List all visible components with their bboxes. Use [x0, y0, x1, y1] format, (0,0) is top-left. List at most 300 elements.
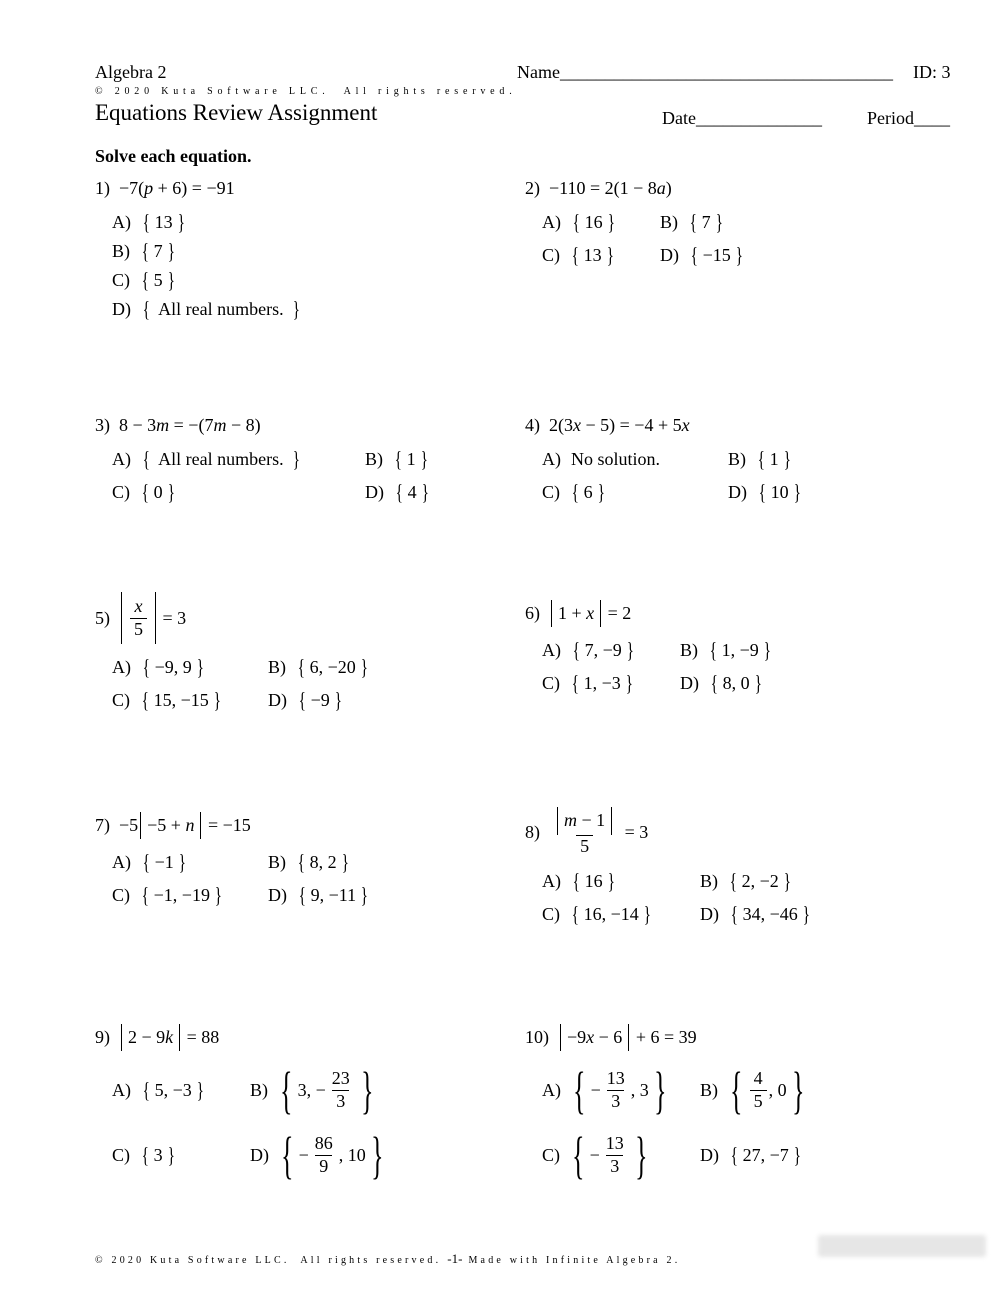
set-braces-group — [728, 868, 792, 894]
close-brace-icon: } — [167, 1142, 175, 1168]
choice-answer — [141, 296, 302, 322]
choice-label: C) — [112, 270, 130, 290]
equation-math — [549, 806, 648, 858]
fraction-denominator — [576, 835, 593, 858]
problem-number: 7) — [95, 815, 110, 835]
problem-8 — [525, 806, 811, 928]
open-brace-icon: { — [142, 849, 150, 875]
math-text: 27, −7 — [742, 1145, 789, 1165]
close-brace-icon: } — [167, 479, 175, 505]
choice — [112, 1077, 205, 1104]
instructions: Solve each equation. — [95, 146, 252, 166]
open-brace-icon: { — [141, 882, 149, 908]
set-braces-group — [729, 901, 811, 927]
set-braces-group — [140, 267, 176, 293]
choice-answer — [570, 242, 615, 268]
fraction-denominator — [315, 1155, 332, 1178]
set-braces-group — [570, 901, 652, 927]
close-brace-icon: } — [177, 209, 185, 235]
math-variable: m — [564, 810, 577, 830]
math-text: = 3 — [620, 821, 649, 842]
set-contents — [151, 690, 212, 711]
math-text: −9 — [310, 690, 330, 711]
equation-math — [549, 415, 690, 436]
set-braces-group — [393, 446, 429, 472]
set-braces-group — [141, 1077, 205, 1103]
math-variable: x — [586, 603, 595, 623]
set-braces-group — [140, 479, 176, 505]
math-text: 8 − 3 — [119, 415, 157, 435]
math-variable: x — [586, 1027, 595, 1047]
math-text: = 3 — [158, 607, 187, 628]
open-brace-icon: { — [758, 479, 766, 505]
choice-label: C) — [112, 482, 130, 502]
set-contents — [588, 1067, 652, 1113]
choice-label: B) — [268, 852, 286, 872]
choice-label: A) — [112, 657, 131, 678]
fraction — [750, 1068, 767, 1112]
set-braces-group — [141, 849, 187, 875]
set-contents — [740, 1145, 792, 1166]
equation-row — [525, 600, 772, 627]
open-brace-icon: { — [141, 1142, 149, 1168]
math-text: 5 — [153, 270, 163, 290]
math-text: 23 — [331, 1068, 350, 1089]
fraction-numerator — [328, 1068, 354, 1090]
date-blank-line: ______________ — [695, 108, 822, 128]
close-brace-icon: } — [213, 687, 221, 713]
set-contents — [151, 241, 166, 262]
set-braces-group — [571, 209, 616, 235]
math-variable: m — [213, 415, 227, 435]
close-brace-icon: } — [783, 868, 791, 894]
open-brace-icon: { — [395, 479, 403, 505]
set-contents — [745, 1067, 790, 1113]
made-with-note: Made with Infinite Algebra 2. — [468, 1255, 681, 1266]
choice-label: A) — [542, 1080, 561, 1100]
math-text: 4 — [753, 1068, 763, 1089]
problem-10 — [525, 1024, 806, 1185]
math-variable: k — [165, 1027, 174, 1047]
math-text: −5 + — [147, 815, 186, 835]
choices-grid — [542, 1061, 806, 1185]
math-text: 3 — [153, 1145, 163, 1165]
open-brace-icon: { — [141, 238, 149, 264]
close-brace-icon: } — [625, 670, 633, 696]
math-text: − 1 — [577, 810, 606, 830]
choice-label: B) — [112, 241, 130, 261]
set-contents — [152, 657, 195, 678]
choice-answer — [570, 479, 606, 505]
close-brace-icon: } — [334, 687, 342, 713]
choice-label: A) — [542, 871, 561, 892]
math-text: = −(7 — [169, 415, 214, 435]
math-text: 7 — [701, 212, 711, 232]
fraction-denominator — [332, 1090, 349, 1113]
set-braces-group — [141, 654, 205, 680]
choice — [660, 242, 744, 269]
choice — [112, 446, 302, 473]
problem-number: 8) — [525, 821, 540, 842]
fraction-numerator — [602, 1133, 628, 1155]
close-brace-icon: } — [793, 1142, 801, 1168]
math-text: 3, − — [297, 1080, 326, 1100]
problem-number: 2) — [525, 178, 540, 198]
choices-grid — [112, 209, 302, 323]
fraction — [602, 1133, 628, 1177]
open-brace-icon: { — [298, 687, 306, 713]
math-text: 1 — [406, 449, 416, 469]
set-braces-group — [728, 1061, 806, 1120]
choice-answer — [571, 868, 616, 894]
set-contents — [739, 871, 782, 892]
math-text: 13 — [583, 245, 602, 265]
math-text: 34, −46 — [742, 904, 798, 925]
choice — [268, 882, 370, 909]
set-contents — [768, 482, 792, 503]
set-contents — [767, 449, 782, 470]
math-text: 8, 0 — [722, 673, 750, 693]
choice-label: C) — [542, 1145, 560, 1165]
problem-7 — [95, 812, 370, 909]
math-text: − — [298, 1145, 309, 1165]
set-braces-group — [296, 849, 350, 875]
set-braces-group — [140, 687, 222, 713]
open-brace-icon: { — [730, 1061, 743, 1120]
set-contents — [700, 245, 734, 266]
set-contents — [582, 640, 625, 661]
math-text: , 10 — [338, 1145, 366, 1165]
choice-answer — [141, 849, 187, 875]
problem-5 — [95, 592, 369, 714]
math-text: ) — [665, 178, 672, 198]
choice-answer — [708, 637, 772, 663]
math-text: −1, −19 — [153, 885, 210, 905]
set-braces-group — [570, 670, 634, 696]
math-text: 16 — [584, 871, 603, 892]
fraction-numerator — [750, 1068, 767, 1090]
open-brace-icon: { — [690, 242, 698, 268]
set-braces-group — [570, 479, 606, 505]
fraction — [603, 1068, 629, 1112]
close-brace-icon: } — [606, 242, 614, 268]
math-text: −7( — [119, 178, 145, 198]
period-field — [867, 108, 950, 129]
close-brace-icon: } — [196, 654, 204, 680]
choice — [268, 687, 343, 714]
absolute-value-group — [551, 600, 601, 627]
choices-grid — [542, 637, 772, 697]
equation-row — [95, 592, 369, 644]
choice-label: B) — [680, 640, 698, 660]
name-field — [517, 62, 893, 83]
math-text: 1 + — [558, 603, 587, 623]
absolute-value-group — [560, 1024, 629, 1051]
open-brace-icon: { — [394, 446, 402, 472]
absolute-value-group — [557, 807, 612, 835]
choice-label: D) — [268, 690, 287, 711]
math-variable: n — [185, 815, 195, 835]
math-variable: p — [144, 178, 154, 198]
choice-answer — [756, 446, 792, 472]
equation-row — [525, 415, 802, 436]
close-brace-icon: } — [341, 849, 349, 875]
open-brace-icon: { — [571, 479, 579, 505]
close-brace-icon: } — [292, 296, 301, 322]
set-contents — [152, 299, 291, 320]
close-brace-icon: } — [783, 446, 791, 472]
choice-answer — [141, 209, 186, 235]
choice — [542, 868, 616, 895]
open-brace-icon: { — [730, 901, 738, 927]
close-brace-icon: } — [360, 1061, 374, 1120]
math-variable: x — [134, 596, 143, 616]
close-brace-icon: } — [607, 868, 615, 894]
date-field — [662, 108, 822, 129]
math-text: 5, −3 — [154, 1080, 192, 1100]
choice — [700, 1142, 802, 1169]
name-blank-line: _____________________________________ — [559, 62, 893, 82]
math-text: 5 — [580, 835, 590, 856]
math-text: 15, −15 — [153, 690, 209, 711]
choice-label: B) — [250, 1080, 268, 1100]
math-text: 4 — [407, 482, 417, 502]
close-brace-icon: } — [735, 242, 743, 268]
set-contents — [152, 449, 291, 470]
math-text: −5 — [119, 815, 139, 835]
period-blank-line: ____ — [914, 108, 950, 128]
math-text: , 0 — [768, 1080, 787, 1100]
problem-number: 10) — [525, 1027, 549, 1047]
choice — [700, 1061, 806, 1120]
set-braces-group — [141, 446, 302, 472]
choice-label: D) — [112, 299, 131, 319]
close-brace-icon: } — [626, 637, 634, 663]
choice — [542, 1061, 668, 1120]
math-text: 8, 2 — [309, 852, 337, 872]
open-brace-icon: { — [709, 637, 717, 663]
choice-answer — [571, 637, 635, 663]
math-variable: a — [656, 178, 666, 198]
fraction — [551, 807, 618, 857]
set-braces-group — [570, 1126, 649, 1185]
close-brace-icon: } — [791, 1061, 805, 1120]
fraction-numerator — [131, 596, 147, 618]
close-brace-icon: } — [178, 849, 186, 875]
equation-math — [119, 1024, 219, 1051]
set-contents — [404, 449, 419, 470]
equation-math — [119, 415, 261, 436]
math-text: 9 — [319, 1156, 329, 1176]
math-text: 9, −11 — [310, 885, 357, 905]
fraction-denominator — [130, 618, 147, 641]
math-variable: m — [156, 415, 170, 435]
problem-number: 6) — [525, 603, 540, 623]
set-contents — [152, 852, 177, 873]
math-text: −9, 9 — [154, 657, 192, 678]
set-braces-group — [757, 479, 802, 505]
choice — [112, 296, 302, 323]
choice-label: A) — [112, 852, 131, 872]
choice-answer — [140, 1142, 176, 1168]
set-contents — [152, 212, 176, 233]
choice-answer — [688, 209, 724, 235]
set-braces-group — [571, 868, 616, 894]
choice — [112, 238, 176, 265]
open-brace-icon: { — [142, 654, 150, 680]
choice-label: B) — [728, 449, 746, 469]
choice-answer — [729, 901, 811, 927]
choice — [680, 637, 772, 664]
choice-answer — [278, 1061, 375, 1120]
set-contents — [582, 871, 606, 892]
page-footer — [95, 1251, 680, 1267]
fraction-numerator — [551, 807, 618, 835]
set-contents — [405, 482, 420, 503]
choice — [542, 901, 652, 928]
math-text: = −15 — [203, 815, 251, 835]
set-braces-group — [297, 882, 370, 908]
choice-label: A) — [542, 449, 561, 469]
choice-label: D) — [700, 904, 719, 925]
copyright-bottom: © 2020 Kuta Software LLC. All rights reserved. — [95, 1255, 442, 1266]
set-braces-group — [394, 479, 430, 505]
close-brace-icon: } — [793, 479, 801, 505]
choice-label: C) — [542, 673, 560, 693]
math-text: −9 — [567, 1027, 587, 1047]
choices-grid — [112, 446, 430, 506]
math-text: 2(3 — [549, 415, 573, 435]
open-brace-icon: { — [141, 267, 149, 293]
open-brace-icon: { — [730, 1142, 738, 1168]
open-brace-icon: { — [572, 1126, 585, 1185]
choice — [268, 849, 350, 876]
open-brace-icon: { — [297, 849, 305, 875]
equation-row — [525, 178, 744, 199]
open-brace-icon: { — [142, 446, 150, 472]
math-text: 2 − 9 — [128, 1027, 166, 1047]
close-brace-icon: } — [597, 479, 605, 505]
set-braces-group — [296, 654, 369, 680]
math-text: − — [590, 1080, 601, 1100]
choice — [680, 670, 763, 697]
set-contents — [151, 885, 213, 906]
open-brace-icon: { — [572, 637, 580, 663]
choice-label: D) — [268, 885, 287, 905]
choice-answer — [140, 267, 176, 293]
choice — [542, 446, 660, 473]
choice-answer — [140, 882, 224, 908]
set-contents — [151, 1145, 166, 1166]
set-braces-group — [141, 209, 186, 235]
open-brace-icon: { — [141, 479, 149, 505]
choice-answer — [757, 479, 802, 505]
close-brace-icon: } — [370, 1126, 384, 1185]
set-contents — [295, 1067, 359, 1113]
choice-label: A) — [112, 1080, 131, 1100]
fraction-denominator — [606, 1155, 623, 1178]
set-contents — [699, 212, 714, 233]
math-text: −15 — [702, 245, 731, 265]
math-text: −1 — [154, 852, 174, 872]
choice — [728, 479, 802, 506]
equation-math — [119, 178, 235, 199]
choice-answer — [393, 446, 429, 472]
open-brace-icon: { — [142, 296, 150, 322]
set-braces-group — [297, 687, 343, 713]
math-text: − — [589, 1145, 600, 1165]
open-brace-icon: { — [298, 882, 306, 908]
problem-number: 5) — [95, 607, 110, 628]
choice-label: C) — [542, 904, 560, 925]
choice-label: B) — [660, 212, 678, 232]
worksheet-title: Equations Review Assignment — [95, 100, 378, 125]
math-variable: x — [573, 415, 581, 435]
math-text: − 6 — [594, 1027, 623, 1047]
choice-answer — [141, 654, 205, 680]
math-text: 10 — [770, 482, 789, 502]
choice — [542, 1126, 649, 1185]
math-text: 13 — [605, 1133, 624, 1154]
choice — [542, 670, 634, 697]
math-text: 3 — [336, 1091, 346, 1111]
choices-grid — [112, 1061, 385, 1185]
math-text: 16 — [584, 212, 603, 232]
equation-row — [95, 812, 370, 839]
close-brace-icon: } — [196, 1077, 204, 1103]
choice-answer — [709, 670, 763, 696]
open-brace-icon: { — [710, 670, 718, 696]
choice — [268, 654, 369, 681]
choice-answer — [571, 449, 660, 470]
set-braces-group — [571, 1061, 668, 1120]
close-brace-icon: } — [763, 637, 771, 663]
equation-row — [95, 415, 430, 436]
set-braces-group — [729, 1142, 802, 1168]
problem-3 — [95, 415, 430, 506]
choice-answer — [571, 209, 616, 235]
choice-answer — [296, 849, 350, 875]
set-contents — [582, 212, 606, 233]
math-text: All real numbers. — [154, 449, 289, 469]
set-contents — [740, 904, 801, 925]
page-number: -1- — [447, 1251, 463, 1266]
close-brace-icon: } — [421, 479, 429, 505]
math-text: −110 = 2(1 − 8 — [549, 178, 657, 198]
equation-row — [95, 1024, 385, 1051]
problem-1 — [95, 178, 302, 323]
choice-answer — [570, 1126, 649, 1185]
close-brace-icon: } — [802, 901, 810, 927]
math-text: No solution. — [571, 449, 661, 469]
choices-grid — [112, 849, 370, 909]
open-brace-icon: { — [572, 868, 580, 894]
choice-label: C) — [542, 482, 560, 502]
close-brace-icon: } — [634, 1126, 648, 1185]
fraction-denominator — [607, 1090, 624, 1113]
choice — [542, 479, 606, 506]
math-text: 6 — [583, 482, 593, 502]
equation-row — [525, 806, 811, 858]
choice — [660, 209, 724, 236]
choice-label: C) — [112, 885, 130, 905]
choice-label: D) — [250, 1145, 269, 1165]
choice-label: D) — [728, 482, 747, 502]
open-brace-icon: { — [142, 1077, 150, 1103]
choice-answer — [728, 1061, 806, 1120]
choice-label: D) — [660, 245, 679, 265]
math-text: 16, −14 — [583, 904, 639, 925]
